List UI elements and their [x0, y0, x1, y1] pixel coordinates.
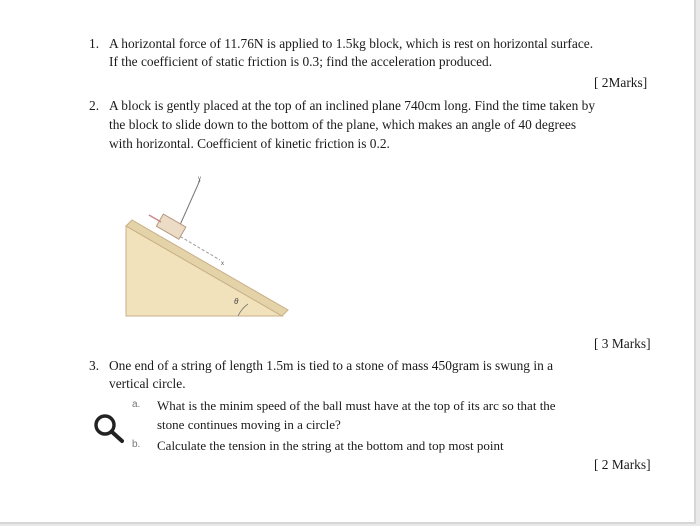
question-text-line: If the coefficient of static friction is 0.3; find the acceleration produced. — [109, 54, 493, 69]
block — [156, 214, 186, 239]
angle-label: θ — [234, 297, 239, 306]
subpart-a-line: What is the minim speed of the ball must have at the top of its arc so that the — [157, 398, 556, 413]
y-axis-label: y — [198, 176, 201, 182]
question-text-line: A block is gently placed at the top of an inclined plane 740cm long. Find the time taken by — [109, 98, 596, 113]
force-arrow — [149, 215, 161, 222]
subpart-b-letter: b. — [132, 439, 141, 450]
question-number: 2. — [89, 98, 100, 113]
question-text-line: with horizontal. Coefficient of kinetic friction is 0.2. — [109, 136, 390, 151]
question-number: 3. — [89, 358, 100, 373]
x-axis-label: x — [221, 261, 224, 267]
subpart-b-line: Calculate the tension in the string at the bottom and top most point — [157, 438, 504, 453]
search-icon[interactable] — [92, 412, 126, 449]
question-text-line: One end of a string of length 1.5m is tied to a stone of mass 450gram is swung in a — [109, 358, 554, 373]
question-2-marks: [ 3 Marks] — [594, 336, 651, 351]
inclined-plane-figure — [120, 170, 300, 320]
question-1-marks: [ 2Marks] — [594, 75, 648, 90]
question-text-line: the block to slide down to the bottom of the plane, which makes an angle of 40 degrees — [109, 117, 577, 132]
question-number: 1. — [89, 36, 100, 51]
subpart-a-letter: a. — [132, 399, 141, 410]
question-3-marks: [ 2 Marks] — [594, 457, 651, 472]
question-text-line: vertical circle. — [109, 376, 186, 391]
subpart-a-line: stone continues moving in a circle? — [157, 417, 341, 432]
question-text-line: A horizontal force of 11.76N is applied to 1.5kg block, which is rest on horizontal surface. — [109, 36, 594, 51]
